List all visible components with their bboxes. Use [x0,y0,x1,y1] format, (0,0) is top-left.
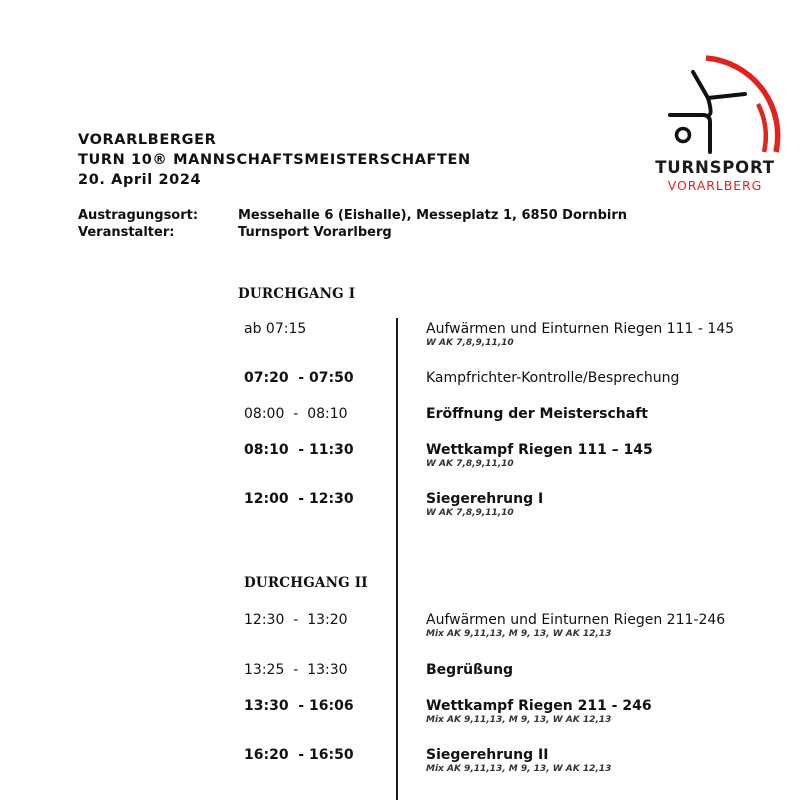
schedule-sub: W AK 7,8,9,11,10 [426,459,514,469]
section-heading-durchgang-1: DURCHGANG I [238,286,356,302]
schedule-time: 16:20 - 16:50 [244,747,354,763]
gymnast-handstand-logo-icon [640,52,790,160]
schedule-sub: W AK 7,8,9,11,10 [426,338,514,348]
schedule-desc: Kampfrichter-Kontrolle/Besprechung [426,370,680,386]
organizer-label: Veranstalter: [78,225,175,240]
schedule-time: 12:00 - 12:30 [244,491,354,507]
schedule-time: 13:30 - 16:06 [244,698,354,714]
document-title [78,130,471,190]
schedule-desc: Siegerehrung I [426,491,544,507]
turnsport-logo [640,52,790,200]
schedule-desc: Aufwärmen und Einturnen Riegen 111 - 145 [426,321,735,337]
schedule-desc: Aufwärmen und Einturnen Riegen 211-246 [426,612,726,628]
schedule-time: ab 07:15 [244,321,307,337]
schedule-entry [426,321,734,348]
schedule-time: 13:25 - 13:30 [244,662,348,678]
schedule-desc: Wettkampf Riegen 211 - 246 [426,698,652,714]
schedule-desc: Wettkampf Riegen 111 – 145 [426,442,653,458]
logo-wordmark: TURNSPORT [655,158,775,177]
section-heading-durchgang-2: DURCHGANG II [244,575,368,591]
schedule-desc: Eröffnung der Meisterschaft [426,406,648,422]
schedule-divider [396,318,398,800]
schedule-entry [426,491,543,518]
title-line-2: TURN 10® MANNSCHAFTSMEISTERSCHAFTEN [78,152,471,168]
schedule-sub: Mix AK 9,11,13, M 9, 13, W AK 12,13 [426,715,612,725]
logo-subwordmark: VORARLBERG [667,178,763,193]
schedule-entry [426,698,652,725]
title-date: 20. April 2024 [78,172,202,188]
venue-value: Messehalle 6 (Eishalle), Messeplatz 1, 6850 Dornbirn [238,208,627,223]
schedule-time: 12:30 - 13:20 [244,612,348,628]
schedule-time: 08:00 - 08:10 [244,406,348,422]
title-line-1: VORARLBERGER [78,132,217,148]
schedule-sub: Mix AK 9,11,13, M 9, 13, W AK 12,13 [426,629,612,639]
schedule-sub: Mix AK 9,11,13, M 9, 13, W AK 12,13 [426,764,612,774]
schedule-time: 07:20 - 07:50 [244,370,354,386]
schedule-desc: Begrüßung [426,662,514,678]
schedule-sub: W AK 7,8,9,11,10 [426,508,514,518]
venue-label: Austragungsort: [78,208,199,223]
schedule-entry [426,442,653,469]
schedule-entry [426,747,611,774]
schedule-entry [426,612,725,639]
organizer-value: Turnsport Vorarlberg [238,225,392,240]
schedule-desc: Siegerehrung II [426,747,549,763]
schedule-time: 08:10 - 11:30 [244,442,354,458]
